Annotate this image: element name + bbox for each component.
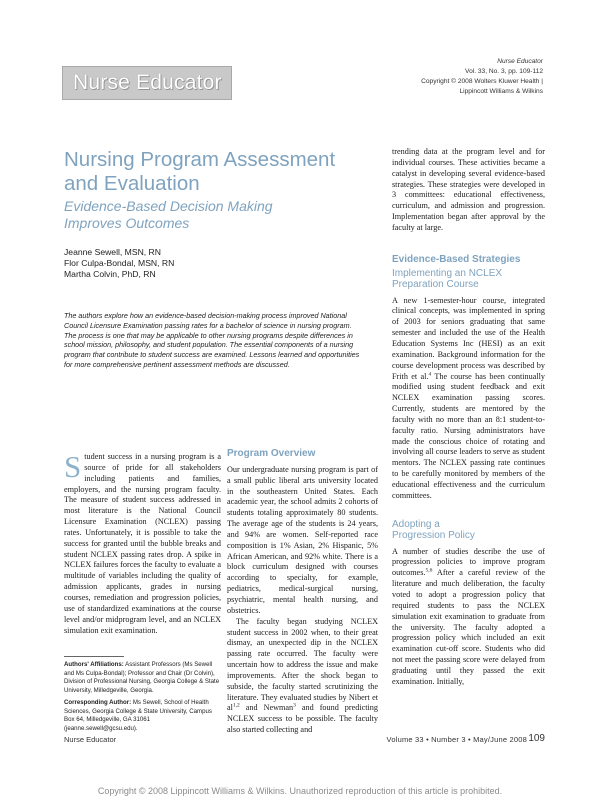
col3-p3-text-b: After a careful review of the literature and much deliberation, the faculty voted to adopt a progression policy that required students to pass the NCLEX simulation exit examination to graduate from the university. The faculty adopted a progression policy which included an exit examination cut-off score. Students who did not meet the passing score were delayed from graduating until they passed the exit examination. Initially, [392,568,545,686]
affiliations-label: Authors' Affiliations: [64,661,124,668]
citation-1-2: 1,2 [232,702,240,709]
citation-3: 3 [293,702,296,709]
intro-text: tudent success in a nursing program is a source of pride for all stakeholders including patients and families, employers, and the nursing program faculty. The measure of student success addressed in most literature is the National Council Licensure Examination (NCLEX) passing rates. Unfortunately, it is possible to take the success for granted until the bubble breaks and student NCLEX passing rates drop. A spike in NCLEX failures forces the faculty to evaluate a multitude of variables including the quality of admission applicants, grades in nursing courses, remediation and progression policies, use of standardized examinations at the course level and/or midprogram level, and an NCLEX simulation exit examination. [64,452,221,635]
intro-paragraph [64,449,221,636]
col3-paragraph-2 [392,296,545,502]
footer-issue: Volume 33 • Number 3 • May/June 2008 [386,735,527,744]
body-column-3 [392,147,545,688]
corresponding-text: Ms Sewell, School of Health Sciences, Georgia College & State University, Campus Box 64, Milledgeville, GA 31061 (jeanne.sewell@gcsu.edu). [64,699,212,732]
subtitle-line-2: Improves Outcomes [64,215,190,231]
author-affiliations [64,661,221,733]
meta-journal-name: Nurse Educator [497,58,543,65]
subheading-nclex-course [392,268,545,290]
subheading-nclex-line-2: Preparation Course [392,278,479,290]
affiliation-divider [64,656,124,657]
overview-paragraph-2 [227,617,378,736]
subheading-progression-line-2: Progression Policy [392,529,475,541]
col3-p2-text-b: The course has been continually modified using student feedback and exit NCLEX examination passing scores. Currently, students are mentored by the faculty with no more than an 8:1 student-to-faculty ratio. Nursing administrators have made the conscious choice of rotating and involving all course leaders to serve as student mentors. The NCLEX passing rate continues to be carefully monitored by members of the educational effectiveness and the curriculum committees. [392,371,545,500]
meta-volume: Vol. 33, No. 3, pp. 109-112 [465,68,543,75]
overview-p2-text-c: and found predicting NCLEX success to be possible. The faculty also started collecting and [227,703,378,735]
subheading-nclex-line-1: Implementing an NCLEX [392,267,503,279]
journal-logo-text: Nurse Educator [73,71,222,94]
footer-journal: Nurse Educator [64,735,117,744]
overview-p2-text-a: The faculty began studying NCLEX student success in 2002 when, to their great dismay, an unexpected dip in the NCLEX passing rate occurred. The faculty were uncertain how to address the issue and make improvements. After the shock began to subside, the faculty started scrutinizing the literature. They evaluated studies by Nibert et al [227,616,378,713]
journal-logo [62,66,232,100]
article-subtitle [64,198,364,232]
heading-evidence-based-strategies: Evidence-Based Strategies [392,253,521,265]
title-line-2: and Evaluation [64,172,200,195]
author-1: Jeanne Sewell, MSN, RN [64,247,161,257]
article-title [64,148,364,196]
drop-cap: S [64,449,82,484]
author-3: Martha Colvin, PhD, RN [64,269,156,279]
corresponding-paragraph [64,699,221,733]
col3-paragraph-3 [392,547,545,688]
overview-p2-text-b: and Newman [239,703,294,713]
subtitle-line-1: Evidence-Based Decision Making [64,198,273,214]
col3-p3-text-a: A number of studies describe the use of progression policies to improve program outcomes. [392,546,545,578]
meta-publisher: Lippincott Williams & Wilkins [459,88,543,95]
title-line-1: Nursing Program Assessment [64,148,336,171]
subheading-progression-policy [392,519,545,541]
page-number: 109 [528,733,545,744]
affiliations-paragraph [64,661,221,695]
col3-paragraph-1: trending data at the program level and for individual courses. These activities became a catalyst in developing several evidence-based strategies. These strategies were developed in 3 committees: educational effectiveness, curriculum, and admission and progression. Implementation began after approval by the faculty at large. [392,147,545,232]
overview-paragraph-1: Our undergraduate nursing program is part of a small public liberal arts university located in the southeastern United States. Each academic year, the school admits 2 cohorts of students totaling approximately 80 students. The average age of the students is 24 years, and 94% are women. Self-reported race composition is 1% Asian, 2% Hispanic, 5% African American, and 92% white. There is a block curriculum designed with courses according to specialty, for example, pediatrics, medical-surgical nursing, psychiatric, mental health nursing, and obstetrics. [227,464,378,615]
subheading-progression-line-1: Adopting a [392,518,440,530]
heading-program-overview: Program Overview [227,448,316,459]
affiliations-text: Assistant Professors (Ms Sewell and Ms Culpa-Bondal); Professor and Chair (Dr Colvin), Division of Professional Nursing, Georgia College & State University, Milledgeville, Georgia. [64,661,220,694]
corresponding-label: Corresponding Author: [64,699,132,706]
body-column-1 [64,449,221,636]
abstract: The authors explore how an evidence-based decision-making process improved National Council Licensure Examination passing rates for a bachelor of science in nursing program. The process is one that may be applicable to other nursing programs despite differences in school mission, philosophy, and student population. The essential components of a nursing program that contribute to student success are examined. Lessons learned and opportunities for more comprehensive pertinent assessment methods are discussed. [64,311,360,369]
col3-p2-text-a: A new 1-semester-hour course, integrated clinical concepts, was implemented in spring of 2003 for seniors graduating that same semester and included the use of the Health Education Systems Inc (HESI) as an exit examination. Background information for the course development process was described by Frith et al. [392,295,545,381]
author-list [64,247,314,280]
meta-copyright: Copyright © 2008 Wolters Kluwer Health | [421,78,543,85]
copyright-notice: Copyright © 2008 Lippincott Williams & Wilkins. Unauthorized reproduction of this article is prohibited. [97,786,503,796]
author-2: Flor Culpa-Bondal, MSN, RN [64,258,175,268]
citation-4: 4 [428,370,432,377]
page-footer [64,733,545,747]
body-column-2 [227,449,378,736]
citation-5-6: 5,6 [425,567,433,574]
journal-meta [363,57,543,97]
